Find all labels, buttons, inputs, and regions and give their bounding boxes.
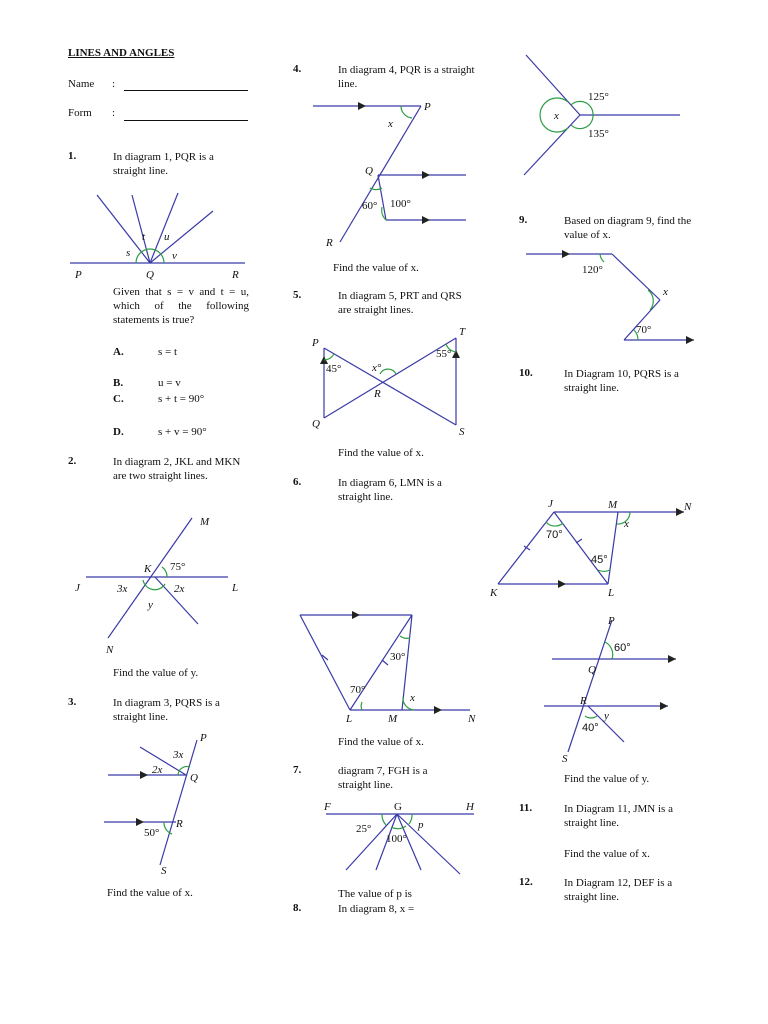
d4-label-x: x xyxy=(388,118,393,130)
d11-label-j: J xyxy=(548,498,553,510)
q1-option-c-text: s + t = 90° xyxy=(158,393,205,405)
d9-angle-120: 120° xyxy=(582,264,603,276)
form-colon: : xyxy=(112,107,116,119)
d8-angle-135: 135° xyxy=(588,128,609,140)
d11-label-l: L xyxy=(608,587,615,599)
form-label: Form xyxy=(68,107,92,119)
q7-text: diagram 7, FGH is a straight line. xyxy=(338,765,428,791)
d6-label-x: x xyxy=(410,692,415,704)
q5-text: In diagram 5, PRT and QRS are straight lines. xyxy=(338,290,462,316)
d2-label-y: y xyxy=(148,599,153,611)
d3-label-q: Q xyxy=(190,772,198,784)
d10-angle-60: 60° xyxy=(614,642,631,654)
d7-label-g: G xyxy=(394,801,402,813)
d4-angle-60: 60° xyxy=(362,200,378,212)
d11-label-k: K xyxy=(490,587,498,599)
d6-angle-70: 70° xyxy=(350,684,366,696)
d2-label-l: L xyxy=(232,582,239,594)
q2-find: Find the value of y. xyxy=(113,667,199,679)
name-label: Name xyxy=(68,78,95,90)
d4-label-r: R xyxy=(326,237,333,249)
diagram-8 xyxy=(524,55,680,175)
q1-option-a-letter: A. xyxy=(113,346,124,358)
d11-label-m: M xyxy=(608,499,618,511)
q8-number: 8. xyxy=(293,902,302,914)
d1-label-q: Q xyxy=(146,269,154,281)
q7-find: The value of p is xyxy=(338,888,412,900)
d7-label-p: p xyxy=(418,819,424,831)
q4-find: Find the value of x. xyxy=(333,262,419,274)
d6-label-m: M xyxy=(388,713,398,725)
d2-label-m: M xyxy=(200,516,210,528)
d10-label-y: y xyxy=(604,710,609,722)
diagram-10 xyxy=(544,615,676,765)
d3-label-r: R xyxy=(176,818,183,830)
d10-label-s: S xyxy=(562,753,568,765)
d1-label-u: u xyxy=(164,231,170,243)
d2-label-j: J xyxy=(75,582,80,594)
d7-angle-100: 100° xyxy=(386,833,407,845)
d7-label-f: F xyxy=(324,801,331,813)
d7-angle-25: 25° xyxy=(356,823,372,835)
d2-angle-75: 75° xyxy=(170,561,186,573)
d3-label-s: S xyxy=(161,865,167,877)
diagram-5 xyxy=(311,326,466,438)
q10-number: 10. xyxy=(519,367,533,379)
d1-label-r: R xyxy=(232,269,239,281)
d8-label-x: x xyxy=(554,110,559,122)
diagram-3 xyxy=(104,732,207,877)
diagram-11 xyxy=(489,498,692,599)
q1-option-d-letter: D. xyxy=(113,426,124,438)
diagram-9 xyxy=(526,250,694,344)
q11-find: Find the value of x. xyxy=(564,848,650,860)
q5-find: Find the value of x. xyxy=(338,447,424,459)
d6-label-l: L xyxy=(346,713,353,725)
diagram-4 xyxy=(313,101,466,249)
q1-number: 1. xyxy=(68,150,77,162)
diagram-6 xyxy=(300,611,476,725)
q12-number: 12. xyxy=(519,876,533,888)
q9-number: 9. xyxy=(519,214,528,226)
q6-text: In diagram 6, LMN is a straight line. xyxy=(338,477,442,503)
q2-text: In diagram 2, JKL and MKN are two straight lines. xyxy=(113,456,241,482)
d3-angle-3x: 3x xyxy=(173,749,184,761)
d10-label-q: Q xyxy=(588,664,596,676)
q6-number: 6. xyxy=(293,476,302,488)
q3-text: In diagram 3, PQRS is a straight line. xyxy=(113,697,220,723)
d3-angle-2x: 2x xyxy=(152,764,163,776)
q4-text: In diagram 4, PQR is a straight line. xyxy=(338,64,475,90)
d10-label-r: R xyxy=(580,695,587,707)
d11-angle-70: 70° xyxy=(546,529,563,541)
d11-label-n: N xyxy=(684,501,692,513)
q1-prompt: Given that s = v and t = u, which of the following statements is true? xyxy=(113,286,249,326)
d5-label-x: x° xyxy=(372,362,382,374)
d4-label-p: P xyxy=(424,101,431,113)
q4-number: 4. xyxy=(293,63,302,75)
d9-angle-70: 70° xyxy=(636,324,652,336)
d5-label-q: Q xyxy=(312,418,320,430)
d6-angle-30: 30° xyxy=(390,651,406,663)
d5-label-p: P xyxy=(312,337,319,349)
d5-label-r: R xyxy=(374,388,381,400)
q3-find: Find the value of x. xyxy=(107,887,193,899)
d6-label-n: N xyxy=(468,713,476,725)
q8-text: In diagram 8, x = xyxy=(338,903,415,915)
d2-label-k: K xyxy=(144,563,152,575)
d4-label-q: Q xyxy=(365,165,373,177)
d5-angle-55: 55° xyxy=(436,348,452,360)
q1-option-b-text: u = v xyxy=(158,377,181,389)
q1-option-a-text: s = t xyxy=(158,346,178,358)
q1-option-d-text: s + v = 90° xyxy=(158,426,207,438)
d1-label-p: P xyxy=(75,269,82,281)
d5-label-s: S xyxy=(459,426,465,438)
d2-label-n: N xyxy=(106,644,114,656)
d5-angle-45: 45° xyxy=(326,363,342,375)
d10-angle-40: 40° xyxy=(582,722,599,734)
d9-label-x: x xyxy=(663,286,668,298)
q7-number: 7. xyxy=(293,764,302,776)
d8-angle-125: 125° xyxy=(588,91,609,103)
d3-angle-50: 50° xyxy=(144,827,160,839)
d5-label-t: T xyxy=(459,326,466,338)
diagram-1 xyxy=(70,193,245,281)
d11-angle-45: 45° xyxy=(591,554,608,566)
d3-label-p: P xyxy=(200,732,207,744)
q9-text: Based on diagram 9, find the value of x. xyxy=(564,215,692,241)
q11-number: 11. xyxy=(519,802,533,814)
q11-text: In Diagram 11, JMN is a straight line. xyxy=(564,803,673,829)
page-title: LINES AND ANGLES xyxy=(68,47,175,59)
q10-text: In Diagram 10, PQRS is a straight line. xyxy=(564,368,679,394)
d10-label-p: P xyxy=(608,615,615,627)
d2-angle-3x: 3x xyxy=(117,583,128,595)
q5-number: 5. xyxy=(293,289,302,301)
d1-label-t: t xyxy=(142,231,146,243)
d1-label-s: s xyxy=(126,247,131,259)
q10-find: Find the value of y. xyxy=(564,773,650,785)
diagram-2 xyxy=(75,516,238,656)
diagram-7 xyxy=(323,801,475,874)
q1-text: In diagram 1, PQR is a straight line. xyxy=(113,151,214,177)
q6-find: Find the value of x. xyxy=(338,736,424,748)
name-colon: : xyxy=(112,78,116,90)
d7-label-h: H xyxy=(466,801,474,813)
q2-number: 2. xyxy=(68,455,77,467)
q12-text: In Diagram 12, DEF is a straight line. xyxy=(564,877,673,903)
d4-angle-100: 100° xyxy=(390,198,411,210)
d2-angle-2x: 2x xyxy=(174,583,185,595)
q1-option-c-letter: C. xyxy=(113,393,124,405)
q1-option-b-letter: B. xyxy=(113,377,124,389)
d11-label-x: x xyxy=(624,518,629,530)
d1-label-v: v xyxy=(172,250,177,262)
q3-number: 3. xyxy=(68,696,77,708)
